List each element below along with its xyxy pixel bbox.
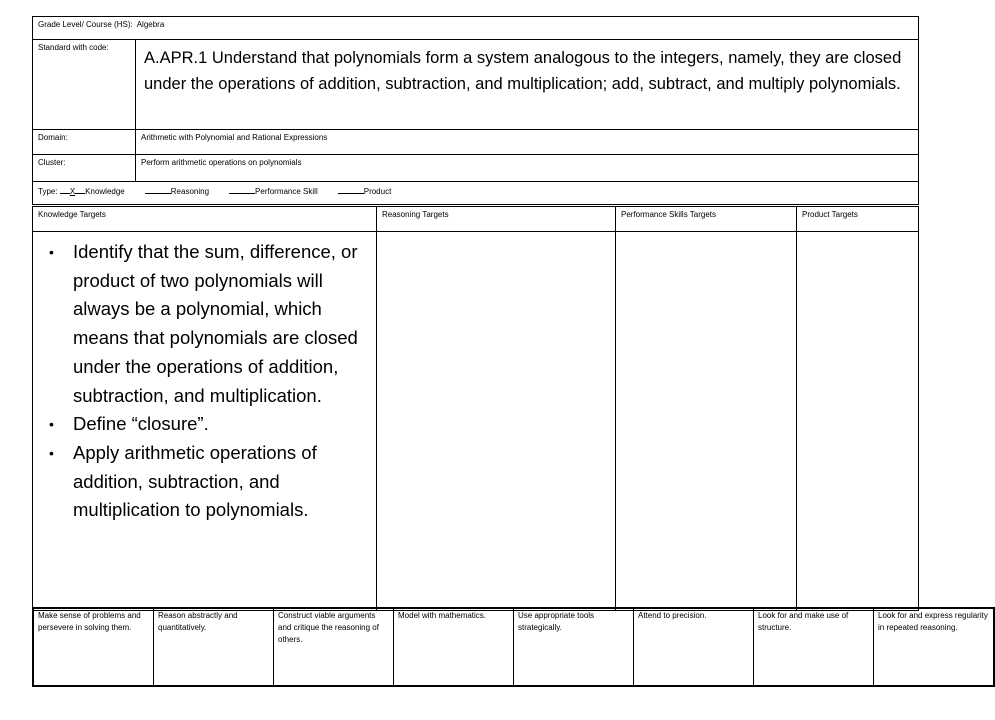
knowledge-targets-cell [33, 232, 377, 611]
standard-text: A.APR.1 Understand that polynomials form a system analogous to the integers, namely, they are closed under the operations of addition, subtraction, and multiplication; add, subtract, and multiply polynomials. [136, 40, 919, 130]
practice-cell-8: Look for and express regularity in repeated reasoning. [874, 608, 995, 686]
header-product-targets: Product Targets [797, 207, 919, 232]
type-product: Product [363, 187, 392, 196]
type-blank-post [75, 184, 85, 194]
type-reasoning-blank [145, 184, 171, 194]
knowledge-target-item [49, 238, 376, 410]
bullet-icon: • [49, 416, 54, 433]
performance-targets-cell [616, 232, 797, 611]
reasoning-targets-cell [377, 232, 616, 611]
type-cell [33, 182, 919, 205]
cluster-value: Perform arithmetic operations on polynomials [136, 155, 919, 182]
header-performance-targets: Performance Skills Targets [616, 207, 797, 232]
practice-cell-1: Make sense of problems and persevere in solving them. [33, 608, 154, 686]
header-knowledge-targets: Knowledge Targets [33, 207, 377, 232]
knowledge-target-text: Apply arithmetic operations of addition, subtraction, and multiplication to polynomials. [73, 441, 317, 521]
practice-cell-4: Model with mathematics. [394, 608, 514, 686]
type-product-blank [338, 184, 364, 194]
type-mark: X [69, 187, 76, 196]
practice-cell-5: Use appropriate tools strategically. [514, 608, 634, 686]
grade-value: Algebra [136, 20, 165, 29]
targets-body-row [33, 232, 919, 611]
practice-cell-3: Construct viable arguments and critique the reasoning of others. [274, 608, 394, 686]
knowledge-target-text: Define “closure”. [73, 413, 209, 435]
cluster-label: Cluster: [33, 155, 136, 182]
knowledge-target-list [33, 232, 376, 525]
knowledge-target-item [49, 410, 376, 439]
domain-label: Domain: [33, 130, 136, 155]
bullet-icon: • [49, 444, 54, 461]
practice-cell-2: Reason abstractly and quantitatively. [154, 608, 274, 686]
type-reasoning: Reasoning [170, 187, 210, 196]
cluster-row [33, 155, 919, 182]
practice-cell-6: Attend to precision. [634, 608, 754, 686]
grade-row [33, 17, 919, 40]
header-reasoning-targets: Reasoning Targets [377, 207, 616, 232]
practice-cell-7: Look for and make use of structure. [754, 608, 874, 686]
type-knowledge: Knowledge [85, 187, 125, 196]
grade-cell [33, 17, 919, 40]
grade-label: Grade Level/ Course (HS): [38, 20, 133, 29]
standard-row [33, 40, 919, 130]
domain-value: Arithmetic with Polynomial and Rational Expressions [136, 130, 919, 155]
product-targets-cell [797, 232, 919, 611]
knowledge-target-item [49, 439, 376, 525]
info-table [32, 16, 919, 205]
type-performance: Performance Skill [255, 187, 318, 196]
targets-header-row [33, 207, 919, 232]
type-row [33, 182, 919, 205]
domain-row [33, 130, 919, 155]
type-performance-blank [229, 184, 255, 194]
type-label: Type: [38, 187, 58, 196]
practices-table [32, 607, 995, 687]
practices-row [33, 608, 994, 686]
targets-table [32, 206, 919, 611]
knowledge-target-text: Identify that the sum, difference, or product of two polynomials will always be a polynomial, which means that polynomials are closed under the operations of addition, subtraction, and multiplication. [73, 241, 358, 406]
type-blank-pre [60, 184, 70, 194]
standard-label: Standard with code: [33, 40, 136, 130]
bullet-icon: • [49, 244, 54, 260]
